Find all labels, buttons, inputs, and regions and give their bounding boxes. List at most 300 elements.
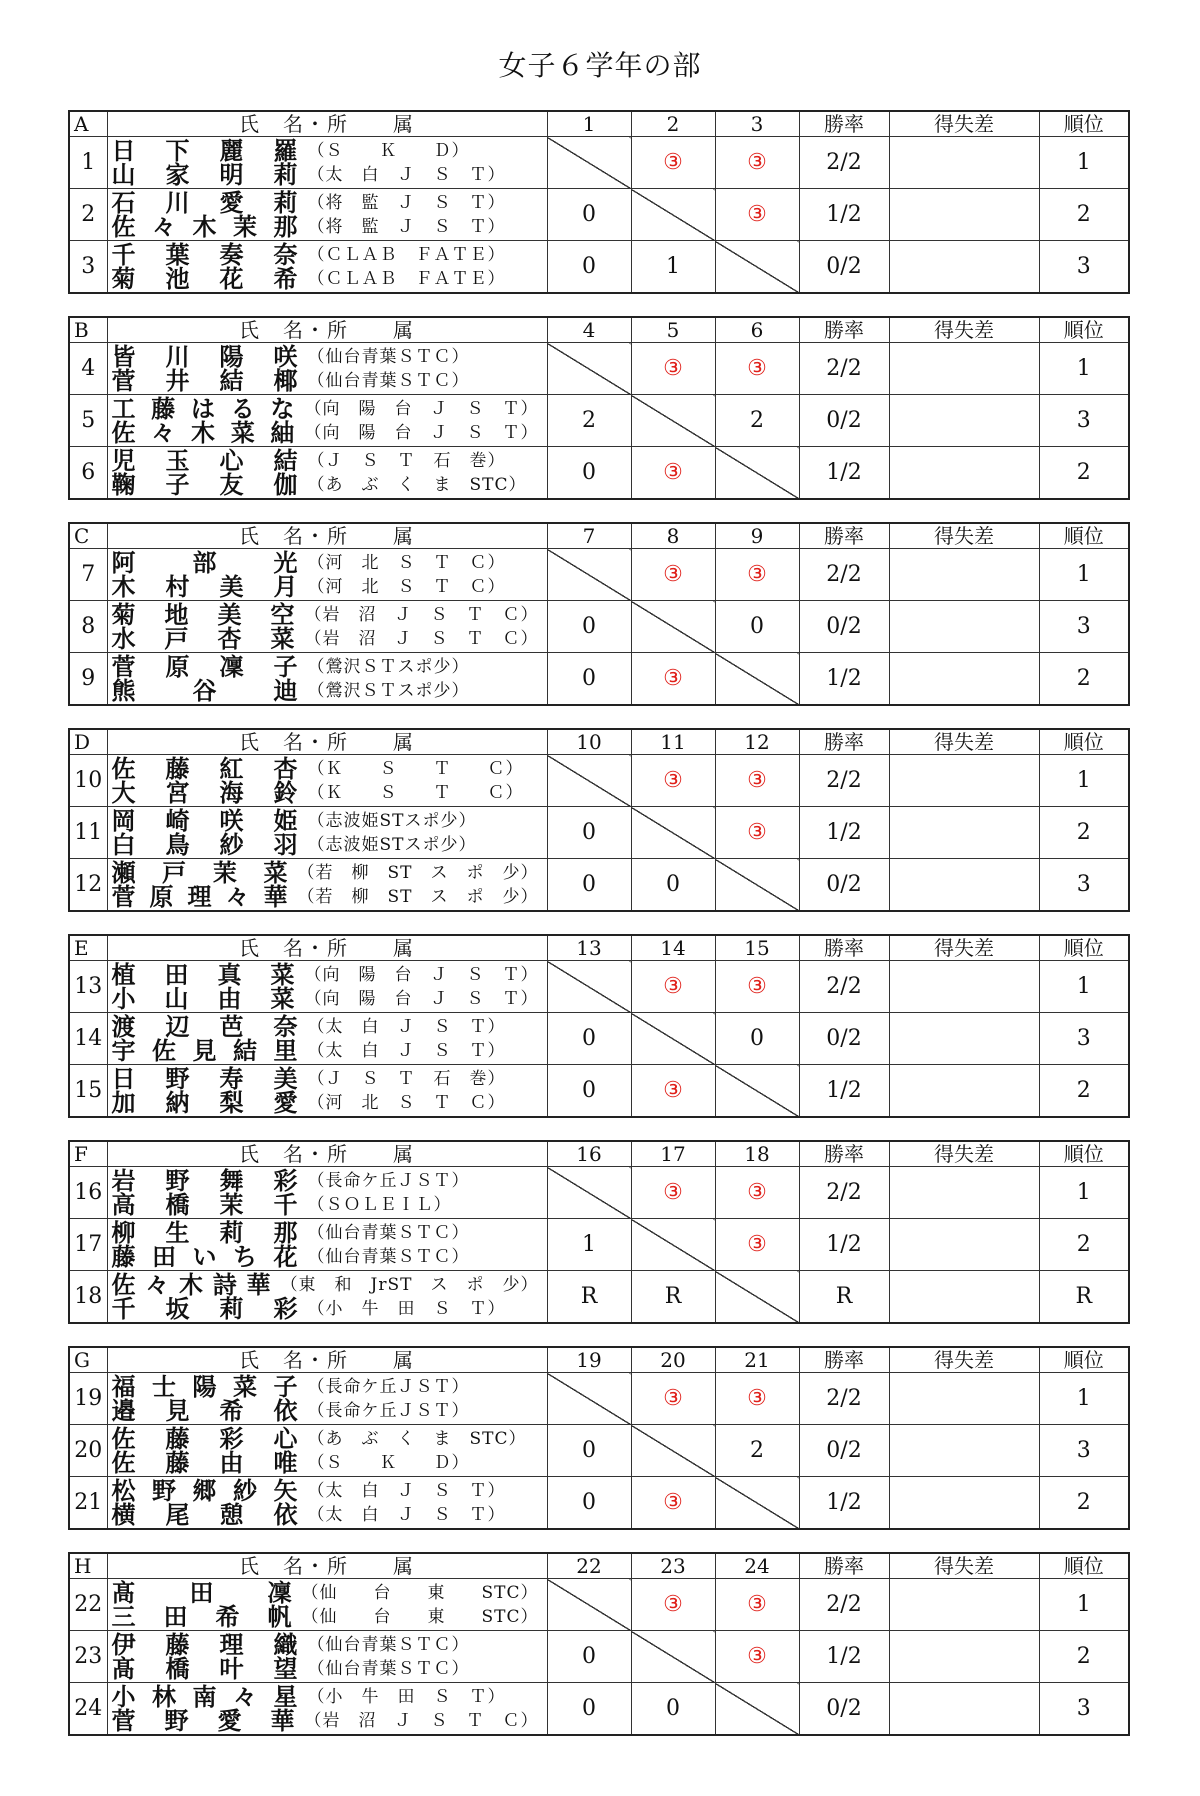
win-rate: 0/2 (799, 241, 889, 294)
table-row (69, 549, 1129, 601)
match-column-header: 1 (547, 111, 631, 137)
diagonal-cell (547, 961, 631, 1013)
score-diff (889, 653, 1039, 706)
pair-names-cell (107, 859, 547, 912)
pair-number: 11 (69, 807, 107, 859)
match-result: 0 (547, 807, 631, 859)
pair-block (108, 187, 547, 241)
score-diff (889, 1167, 1039, 1219)
win-rate-header: 勝率 (799, 1141, 889, 1167)
score-diff (889, 137, 1039, 189)
rank: 1 (1039, 1167, 1129, 1219)
player-name: 宇佐見結里 (111, 1035, 298, 1065)
player-line (111, 571, 547, 601)
league-tables (68, 110, 1128, 1758)
player-line (111, 365, 547, 395)
match-column-header: 16 (547, 1141, 631, 1167)
player-affiliation: （東 和 JrST ス ポ 少） (280, 1274, 539, 1295)
win-rate: 2/2 (799, 343, 889, 395)
win-rate: 2/2 (799, 1579, 889, 1631)
table-row (69, 859, 1129, 912)
table-row (69, 137, 1129, 189)
match-result: ③ (715, 1373, 799, 1425)
player-line (111, 239, 547, 269)
match-result: 0 (547, 1013, 631, 1065)
score-diff (889, 343, 1039, 395)
match-result: 0 (547, 859, 631, 912)
player-affiliation: （Ｓ Ｋ Ｄ） (307, 140, 470, 161)
player-name: 佐々木菜紬 (111, 417, 295, 447)
pair-names-cell (107, 807, 547, 859)
pair-number: 1 (69, 137, 107, 189)
table-row (69, 1683, 1129, 1736)
diagonal-cell (547, 1579, 631, 1631)
player-name: 藤田いち花 (111, 1241, 298, 1271)
win-rate: 1/2 (799, 1631, 889, 1683)
player-line (111, 1577, 547, 1607)
player-name: 千坂莉彩 (111, 1293, 298, 1323)
pair-block (108, 239, 547, 293)
match-column-header: 8 (631, 523, 715, 549)
match-result: 0 (547, 1065, 631, 1118)
names-header: 氏 名・所 属 (107, 111, 547, 137)
player-affiliation: （太 白 Ｊ Ｓ Ｔ） (307, 1480, 506, 1501)
match-result: ③ (715, 549, 799, 601)
player-affiliation: （あ ぶ く ま STC） (307, 1428, 527, 1449)
diagonal-cell (631, 395, 715, 447)
table-row (69, 1167, 1129, 1219)
rank: 1 (1039, 1579, 1129, 1631)
player-line (111, 1447, 547, 1477)
rank-header: 順位 (1039, 1141, 1129, 1167)
match-column-header: 5 (631, 317, 715, 343)
diagonal-cell (547, 755, 631, 807)
player-affiliation: （若 柳 ST ス ポ 少） (297, 886, 539, 907)
pair-names-cell (107, 395, 547, 447)
match-result: 0 (547, 189, 631, 241)
pair-number: 5 (69, 395, 107, 447)
pair-number: 24 (69, 1683, 107, 1736)
player-affiliation: （長命ケ丘ＪＳＴ） (307, 1400, 470, 1421)
win-rate: 0/2 (799, 859, 889, 912)
diagonal-cell (715, 241, 799, 294)
win-rate: 2/2 (799, 1373, 889, 1425)
match-result: ③ (631, 1579, 715, 1631)
score-diff (889, 189, 1039, 241)
pair-names-cell (107, 447, 547, 500)
score-diff (889, 1013, 1039, 1065)
group-header-row (69, 1141, 1129, 1167)
rank: 3 (1039, 1013, 1129, 1065)
pair-number: 9 (69, 653, 107, 706)
table-row (69, 1271, 1129, 1324)
win-rate: 1/2 (799, 1065, 889, 1118)
player-line (111, 1475, 547, 1505)
pair-block (108, 445, 547, 499)
rank: 2 (1039, 447, 1129, 500)
player-line (111, 445, 547, 475)
player-name: 菅野愛華 (111, 1705, 295, 1735)
rank: 3 (1039, 1425, 1129, 1477)
win-rate: 2/2 (799, 549, 889, 601)
player-affiliation: （河 北 Ｓ Ｔ Ｃ） (307, 576, 506, 597)
table-row (69, 241, 1129, 294)
rank-header: 順位 (1039, 729, 1129, 755)
win-rate-header: 勝率 (799, 523, 889, 549)
match-result: ③ (715, 755, 799, 807)
diagonal-cell (631, 1013, 715, 1065)
rank: 1 (1039, 755, 1129, 807)
match-result: 0 (547, 1683, 631, 1736)
player-name: 佐藤紅杏 (111, 753, 298, 783)
diagonal-cell (631, 1631, 715, 1683)
rank: 2 (1039, 1219, 1129, 1271)
player-name: 福士陽菜子 (111, 1371, 298, 1401)
score-diff (889, 447, 1039, 500)
match-result: 2 (715, 395, 799, 447)
player-affiliation: （仙台青葉ＳＴＣ） (307, 370, 470, 391)
score-diff (889, 1425, 1039, 1477)
pair-number: 16 (69, 1167, 107, 1219)
player-affiliation: （太 白 Ｊ Ｓ Ｔ） (307, 1016, 506, 1037)
win-rate: 0/2 (799, 395, 889, 447)
match-column-header: 6 (715, 317, 799, 343)
pair-number: 12 (69, 859, 107, 912)
player-line (111, 393, 547, 423)
player-name: 小山由菜 (111, 983, 295, 1013)
pair-block (108, 1371, 547, 1425)
player-line (111, 1423, 547, 1453)
player-affiliation: （河 北 Ｓ Ｔ Ｃ） (307, 552, 506, 573)
player-line (111, 829, 547, 859)
score-diff (889, 549, 1039, 601)
pair-block (108, 805, 547, 859)
diff-header: 得失差 (889, 1141, 1039, 1167)
match-result: ③ (715, 961, 799, 1013)
win-rate-header: 勝率 (799, 935, 889, 961)
group-label: F (69, 1141, 107, 1167)
match-result: ③ (715, 1167, 799, 1219)
group-header-row (69, 729, 1129, 755)
match-result: 0 (631, 859, 715, 912)
player-affiliation: （岩 沼 Ｊ Ｓ Ｔ Ｃ） (304, 1710, 539, 1731)
player-line (111, 1371, 547, 1401)
player-name: 岩野舞彩 (111, 1165, 298, 1195)
player-line (111, 1681, 547, 1711)
match-result: ③ (631, 755, 715, 807)
match-result: ③ (631, 1167, 715, 1219)
pair-number: 10 (69, 755, 107, 807)
player-name: 菅原理々華 (111, 881, 288, 911)
rank: 2 (1039, 807, 1129, 859)
player-name: 山家明莉 (111, 159, 298, 189)
pair-block (108, 1063, 547, 1117)
pair-names-cell (107, 1167, 547, 1219)
match-result: ③ (631, 1477, 715, 1530)
player-line (111, 159, 547, 189)
player-affiliation: （向 陽 台 Ｊ Ｓ Ｔ） (304, 398, 539, 419)
player-name: 菊池花希 (111, 263, 298, 293)
score-diff (889, 1271, 1039, 1324)
rank: 1 (1039, 549, 1129, 601)
pair-block (108, 959, 547, 1013)
diagonal-cell (715, 653, 799, 706)
match-result: ③ (715, 343, 799, 395)
group-header-row (69, 317, 1129, 343)
match-result: 2 (715, 1425, 799, 1477)
player-affiliation: （仙台青葉ＳＴＣ） (307, 1634, 470, 1655)
pair-names-cell (107, 1013, 547, 1065)
pair-names-cell (107, 1271, 547, 1324)
player-affiliation: （Ｋ Ｓ Ｔ Ｃ） (307, 782, 524, 803)
names-header: 氏 名・所 属 (107, 1553, 547, 1579)
table-row (69, 1013, 1129, 1065)
win-rate: 0/2 (799, 1013, 889, 1065)
diagonal-cell (631, 807, 715, 859)
player-name: 白鳥紗羽 (111, 829, 298, 859)
match-column-header: 11 (631, 729, 715, 755)
player-line (111, 1035, 547, 1065)
pair-block (108, 1681, 547, 1735)
pair-names-cell (107, 601, 547, 653)
player-affiliation: （向 陽 台 Ｊ Ｓ Ｔ） (304, 964, 539, 985)
group-header-row (69, 111, 1129, 137)
group-label: E (69, 935, 107, 961)
player-line (111, 959, 547, 989)
table-row (69, 1373, 1129, 1425)
score-diff (889, 961, 1039, 1013)
pair-block (108, 857, 547, 911)
player-name: 横尾憩依 (111, 1499, 298, 1529)
player-line (111, 881, 547, 911)
rank-header: 順位 (1039, 111, 1129, 137)
match-column-header: 15 (715, 935, 799, 961)
pair-block (108, 651, 547, 705)
player-affiliation: （河 北 Ｓ Ｔ Ｃ） (307, 1092, 506, 1113)
player-line (111, 1011, 547, 1041)
player-affiliation: （ＣＬＡＢ ＦＡＴＥ） (307, 244, 506, 265)
win-rate: 1/2 (799, 1477, 889, 1530)
table-row (69, 1631, 1129, 1683)
player-name: 工藤はるな (111, 393, 295, 423)
rank-header: 順位 (1039, 523, 1129, 549)
group-table-h (68, 1552, 1130, 1736)
player-line (111, 805, 547, 835)
player-line (111, 675, 547, 705)
diff-header: 得失差 (889, 317, 1039, 343)
match-result: 0 (715, 1013, 799, 1065)
pair-block (108, 135, 547, 189)
match-result: 0 (715, 601, 799, 653)
diff-header: 得失差 (889, 729, 1039, 755)
score-diff (889, 807, 1039, 859)
player-name: 菅原凜子 (111, 651, 298, 681)
table-row (69, 1065, 1129, 1118)
table-row (69, 1425, 1129, 1477)
pair-number: 7 (69, 549, 107, 601)
match-result: ③ (715, 1579, 799, 1631)
diagonal-cell (631, 189, 715, 241)
pair-names-cell (107, 137, 547, 189)
player-name: 日下麗羅 (111, 135, 298, 165)
table-row (69, 601, 1129, 653)
player-name: 三田希帆 (111, 1601, 292, 1631)
pair-names-cell (107, 241, 547, 294)
player-name: 佐藤由唯 (111, 1447, 298, 1477)
player-line (111, 1241, 547, 1271)
group-table-a (68, 110, 1130, 294)
pair-block (108, 341, 547, 395)
rank-header: 順位 (1039, 1347, 1129, 1373)
pair-names-cell (107, 1373, 547, 1425)
pair-number: 6 (69, 447, 107, 500)
player-affiliation: （太 白 Ｊ Ｓ Ｔ） (307, 1504, 506, 1525)
match-column-header: 19 (547, 1347, 631, 1373)
player-affiliation: （向 陽 台 Ｊ Ｓ Ｔ） (304, 422, 539, 443)
win-rate: 2/2 (799, 755, 889, 807)
win-rate-header: 勝率 (799, 1553, 889, 1579)
score-diff (889, 859, 1039, 912)
diagonal-cell (547, 549, 631, 601)
rank: 3 (1039, 1683, 1129, 1736)
pair-names-cell (107, 343, 547, 395)
player-name: 佐々木詩華 (111, 1269, 271, 1299)
player-name: 佐々木茉那 (111, 211, 298, 241)
pair-number: 14 (69, 1013, 107, 1065)
match-result: 0 (547, 447, 631, 500)
player-affiliation: （長命ケ丘ＪＳＴ） (307, 1376, 470, 1397)
win-rate: 1/2 (799, 1219, 889, 1271)
pair-number: 20 (69, 1425, 107, 1477)
player-name: 岡崎咲姫 (111, 805, 298, 835)
pair-block (108, 1577, 547, 1631)
pair-number: 21 (69, 1477, 107, 1530)
match-column-header: 12 (715, 729, 799, 755)
rank: 2 (1039, 1631, 1129, 1683)
pair-block (108, 1423, 547, 1477)
rank: 3 (1039, 395, 1129, 447)
score-diff (889, 1683, 1039, 1736)
win-rate: 1/2 (799, 447, 889, 500)
diff-header: 得失差 (889, 1347, 1039, 1373)
win-rate: 2/2 (799, 961, 889, 1013)
player-affiliation: （仙台青葉ＳＴＣ） (307, 346, 470, 367)
player-line (111, 135, 547, 165)
score-diff (889, 601, 1039, 653)
player-line (111, 753, 547, 783)
player-line (111, 341, 547, 371)
player-affiliation: （小 牛 田 Ｓ Ｔ） (307, 1298, 506, 1319)
player-name: 加納梨愛 (111, 1087, 298, 1117)
diagonal-cell (547, 137, 631, 189)
score-diff (889, 755, 1039, 807)
rank: 2 (1039, 1065, 1129, 1118)
match-column-header: 9 (715, 523, 799, 549)
win-rate-header: 勝率 (799, 729, 889, 755)
pair-names-cell (107, 549, 547, 601)
player-affiliation: （太 白 Ｊ Ｓ Ｔ） (307, 164, 506, 185)
score-diff (889, 1219, 1039, 1271)
score-diff (889, 1373, 1039, 1425)
player-affiliation: （長命ケ丘ＪＳＴ） (307, 1170, 470, 1191)
group-label: B (69, 317, 107, 343)
pair-names-cell (107, 653, 547, 706)
group-header-row (69, 523, 1129, 549)
match-result: ③ (715, 137, 799, 189)
player-line (111, 547, 547, 577)
diff-header: 得失差 (889, 1553, 1039, 1579)
player-affiliation: （ＣＬＡＢ ＦＡＴＥ） (307, 268, 506, 289)
player-name: 植田真菜 (111, 959, 295, 989)
player-name: 木村美月 (111, 571, 298, 601)
win-rate: 0/2 (799, 1425, 889, 1477)
table-row (69, 755, 1129, 807)
score-diff (889, 1631, 1039, 1683)
pair-names-cell (107, 1579, 547, 1631)
match-result: 0 (547, 1477, 631, 1530)
player-affiliation: （岩 沼 Ｊ Ｓ Ｔ Ｃ） (304, 604, 539, 625)
player-name: 阿部光 (111, 547, 298, 577)
pair-number: 2 (69, 189, 107, 241)
diagonal-cell (547, 1373, 631, 1425)
group-table-d (68, 728, 1130, 912)
names-header: 氏 名・所 属 (107, 1347, 547, 1373)
player-line (111, 1705, 547, 1735)
player-affiliation: （Ｓ Ｋ Ｄ） (307, 1452, 470, 1473)
rank-header: 順位 (1039, 935, 1129, 961)
score-diff (889, 241, 1039, 294)
diagonal-cell (547, 343, 631, 395)
diagonal-cell (715, 1065, 799, 1118)
diagonal-cell (715, 1683, 799, 1736)
player-name: 小林南々星 (111, 1681, 298, 1711)
match-column-header: 2 (631, 111, 715, 137)
diagonal-cell (715, 447, 799, 500)
table-row (69, 189, 1129, 241)
match-result: 2 (547, 395, 631, 447)
table-row (69, 343, 1129, 395)
win-rate: 2/2 (799, 137, 889, 189)
player-name: 菅井結椰 (111, 365, 298, 395)
player-line (111, 1653, 547, 1683)
pair-block (108, 1011, 547, 1065)
pair-names-cell (107, 1683, 547, 1736)
table-row (69, 1477, 1129, 1530)
player-name: 松野郷紗矢 (111, 1475, 298, 1505)
player-line (111, 1087, 547, 1117)
player-line (111, 623, 547, 653)
match-column-header: 10 (547, 729, 631, 755)
pair-names-cell (107, 1631, 547, 1683)
match-result: ③ (631, 1373, 715, 1425)
player-affiliation: （仙台青葉ＳＴＣ） (307, 1658, 470, 1679)
player-affiliation: （鶯沢ＳＴスポ少） (307, 656, 470, 677)
player-line (111, 1629, 547, 1659)
match-result: ③ (631, 961, 715, 1013)
match-column-header: 20 (631, 1347, 715, 1373)
group-label: C (69, 523, 107, 549)
win-rate: 1/2 (799, 807, 889, 859)
table-row (69, 653, 1129, 706)
group-label: D (69, 729, 107, 755)
match-result: 0 (547, 601, 631, 653)
diff-header: 得失差 (889, 935, 1039, 961)
rank: 1 (1039, 343, 1129, 395)
player-line (111, 1217, 547, 1247)
player-affiliation: （あ ぶ く ま STC） (307, 474, 527, 495)
names-header: 氏 名・所 属 (107, 729, 547, 755)
rank: 2 (1039, 1477, 1129, 1530)
